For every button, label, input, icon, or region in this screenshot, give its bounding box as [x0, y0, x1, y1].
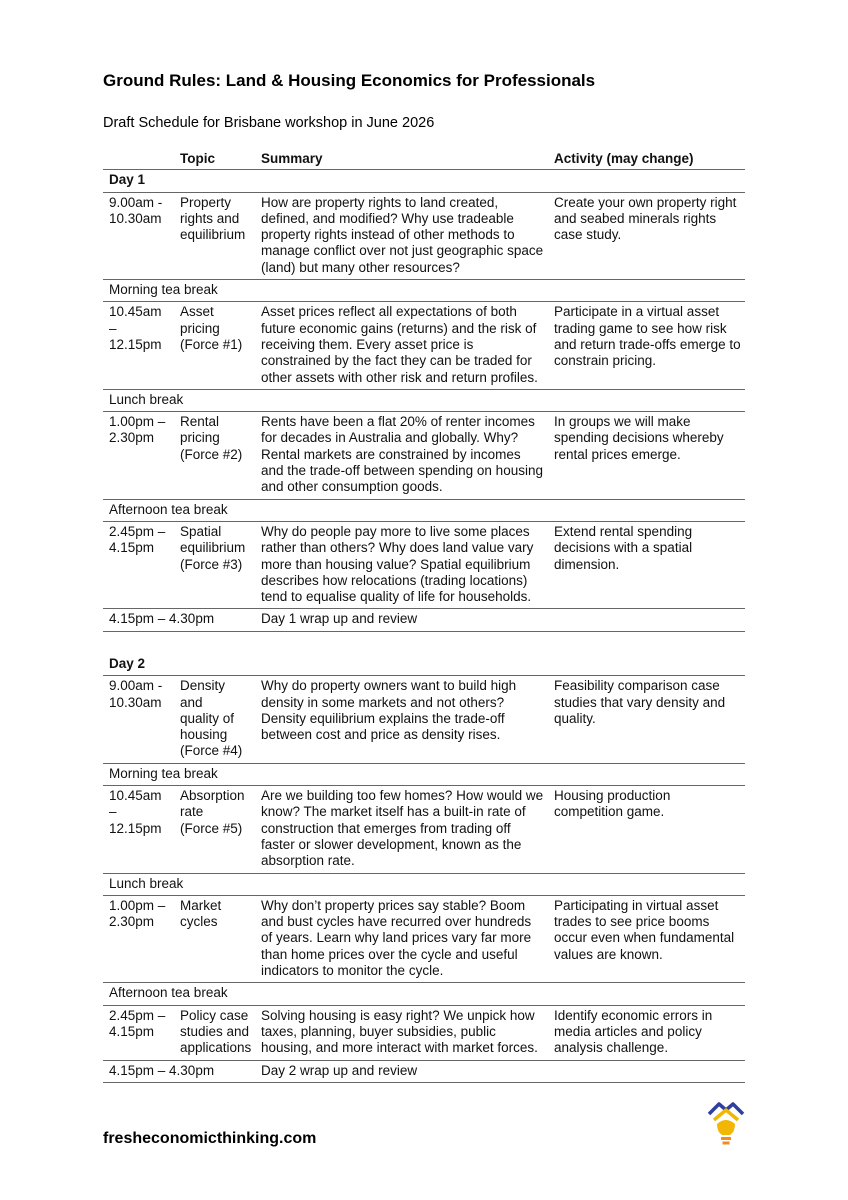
break-label: Lunch break: [103, 389, 745, 411]
lightbulb-logo-icon: [705, 1100, 747, 1148]
table-row: [103, 521, 745, 608]
session-summary: Asset prices reflect all expectations of both future economic gains (returns) and the risk of receiving them. Every asset price is constrained by the fact they can be traded for other assets with other risk and return profiles.: [255, 302, 548, 389]
session-time: 2.45pm – 4.15pm: [103, 1005, 174, 1060]
break-row: [103, 280, 745, 302]
page-title: Ground Rules: Land & Housing Economics for Professionals: [103, 71, 596, 90]
session-time: 9.00am - 10.30am: [103, 192, 174, 279]
table-header-row: [103, 149, 745, 170]
session-topic: Policy case studies and applications: [174, 1005, 255, 1060]
day2-label-row: [103, 654, 745, 676]
logo-bulb-tip: [723, 1142, 730, 1145]
table-row: [103, 1005, 745, 1060]
logo-inner-chevron: [714, 1110, 738, 1120]
session-topic: Spatial equilibrium (Force #3): [174, 521, 255, 608]
session-summary: Are we building too few homes? How would we know? The market itself has a built-in rate of construction that emerges from trading off faster or slower development, known as the absorption rate.: [255, 786, 548, 873]
day1-schedule-table: [103, 149, 745, 632]
day2-schedule-table: [103, 654, 745, 1083]
session-time: 10.45am – 12.15pm: [103, 302, 174, 389]
session-summary: Solving housing is easy right? We unpick how taxes, planning, buyer subsidies, public housing, and more interact with market forces.: [255, 1005, 548, 1060]
wrap-up-row: [103, 609, 745, 631]
session-activity: Identify economic errors in media articles and policy analysis challenge.: [548, 1005, 745, 1060]
header-summary: Summary: [255, 149, 548, 170]
session-activity: Participate in a virtual asset trading game to see how risk and return trade-offs emerge to constrain pricing.: [548, 302, 745, 389]
session-activity: Feasibility comparison case studies that vary density and quality.: [548, 676, 745, 763]
session-time: 9.00am - 10.30am: [103, 676, 174, 763]
session-topic: Asset pricing (Force #1): [174, 302, 255, 389]
session-activity: Housing production competition game.: [548, 786, 745, 873]
break-row: [103, 763, 745, 785]
session-activity: Participating in virtual asset trades to see price booms occur even when fundamental values are known.: [548, 895, 745, 982]
break-row: [103, 983, 745, 1005]
session-topic: Rental pricing (Force #2): [174, 412, 255, 499]
break-row: [103, 499, 745, 521]
break-label: Morning tea break: [103, 280, 745, 302]
day2-label: Day 2: [103, 654, 745, 676]
table-row: [103, 302, 745, 389]
break-row: [103, 389, 745, 411]
logo-bulb-base: [721, 1137, 731, 1140]
session-activity: In groups we will make spending decisions whereby rental prices emerge.: [548, 412, 745, 499]
session-summary: Rents have been a flat 20% of renter incomes for decades in Australia and globally. Why? Rental markets are constrained by incomes and the trade-off between spending on housing and other consumption goods.: [255, 412, 548, 499]
table-row: [103, 676, 745, 763]
session-time: 1.00pm – 2.30pm: [103, 412, 174, 499]
header-topic: Topic: [174, 149, 255, 170]
wrap-up-time: 4.15pm – 4.30pm: [103, 609, 255, 631]
session-summary: Why do property owners want to build high density in some markets and not others? Density equilibrium explains the trade-off between cost and price as density rises.: [255, 676, 548, 763]
session-summary: Why don’t property prices say stable? Boom and bust cycles have recurred over hundreds of years. Learn why land prices vary far more than home prices over the cycle and useful indicators to monitor the cycle.: [255, 895, 548, 982]
break-label: Afternoon tea break: [103, 499, 745, 521]
wrap-up-time: 4.15pm – 4.30pm: [103, 1060, 255, 1082]
session-time: 2.45pm – 4.15pm: [103, 521, 174, 608]
break-row: [103, 873, 745, 895]
table-row: [103, 786, 745, 873]
session-topic: Absorption rate (Force #5): [174, 786, 255, 873]
session-activity: Extend rental spending decisions with a spatial dimension.: [548, 521, 745, 608]
break-label: Afternoon tea break: [103, 983, 745, 1005]
table-row: [103, 192, 745, 279]
session-topic: Density and quality of housing (Force #4): [174, 676, 255, 763]
session-topic: Market cycles: [174, 895, 255, 982]
wrap-up-label: Day 1 wrap up and review: [255, 609, 745, 631]
table-row: [103, 895, 745, 982]
session-summary: Why do people pay more to live some places rather than others? Why does land value vary more than housing value? Spatial equilibrium describes how relocations (trading locations) tend to equalise quality of life for households.: [255, 521, 548, 608]
header-time: [103, 149, 174, 170]
logo-bulb: [717, 1120, 735, 1135]
break-label: Morning tea break: [103, 763, 745, 785]
footer-website-link[interactable]: fresheconomicthinking.com: [103, 1130, 317, 1147]
session-time: 1.00pm – 2.30pm: [103, 895, 174, 982]
session-topic: Property rights and equilibrium: [174, 192, 255, 279]
table-row: [103, 412, 745, 499]
day1-label: Day 1: [103, 170, 745, 192]
wrap-up-label: Day 2 wrap up and review: [255, 1060, 745, 1082]
session-activity: Create your own property right and seabed minerals rights case study.: [548, 192, 745, 279]
day1-label-row: [103, 170, 745, 192]
wrap-up-row: [103, 1060, 745, 1082]
session-time: 10.45am – 12.15pm: [103, 786, 174, 873]
session-summary: How are property rights to land created, defined, and modified? Why use tradeable property rights instead of other methods to manage conflict over not just geographic space (land) but many other resources?: [255, 192, 548, 279]
page-subtitle: Draft Schedule for Brisbane workshop in June 2026: [103, 115, 435, 131]
break-label: Lunch break: [103, 873, 745, 895]
header-activity: Activity (may change): [548, 149, 745, 170]
